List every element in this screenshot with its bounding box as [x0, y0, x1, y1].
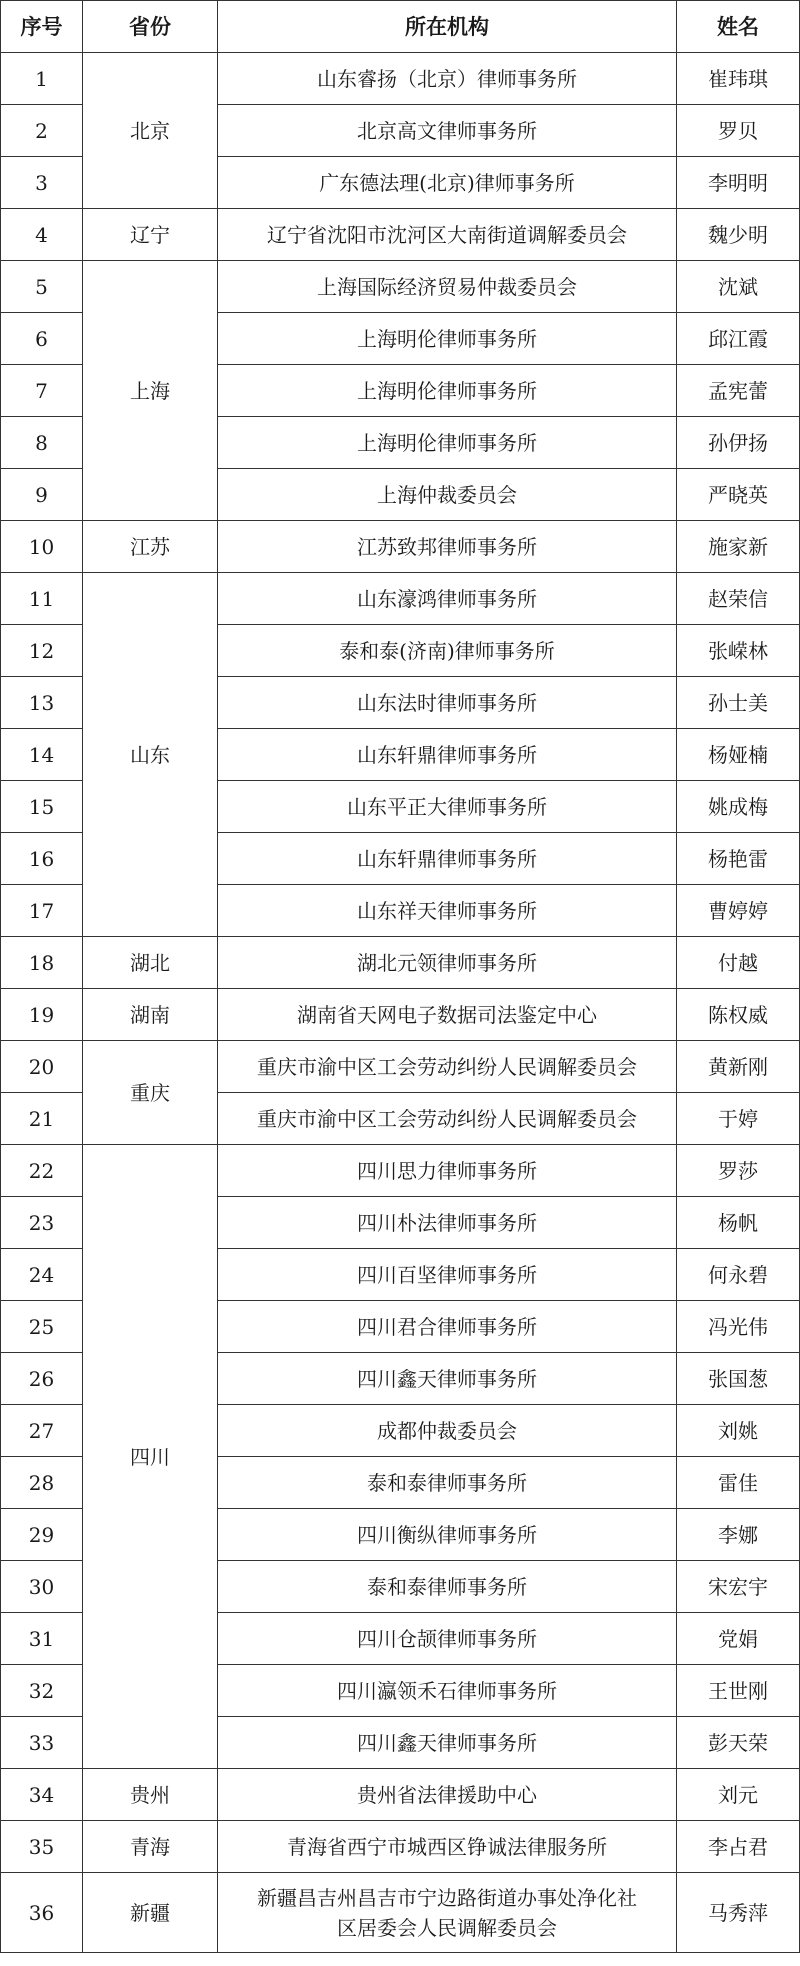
header-province: 省份 [83, 1, 218, 53]
cell-name: 雷佳 [677, 1457, 800, 1509]
cell-name: 李占君 [677, 1821, 800, 1873]
cell-index: 26 [1, 1353, 83, 1405]
cell-institution: 广东德法理(北京)律师事务所 [218, 157, 677, 209]
cell-index: 1 [1, 53, 83, 105]
table-row [1, 1821, 800, 1873]
table-row [1, 53, 800, 105]
cell-name: 孟宪蕾 [677, 365, 800, 417]
header-name: 姓名 [677, 1, 800, 53]
cell-institution: 新疆昌吉州昌吉市宁边路街道办事处净化社区居委会人民调解委员会 [218, 1873, 677, 1953]
cell-index: 22 [1, 1145, 83, 1197]
cell-institution: 上海明伦律师事务所 [218, 417, 677, 469]
cell-index: 14 [1, 729, 83, 781]
cell-province: 上海 [83, 261, 218, 521]
cell-name: 马秀萍 [677, 1873, 800, 1953]
cell-index: 36 [1, 1873, 83, 1953]
cell-index: 11 [1, 573, 83, 625]
cell-index: 12 [1, 625, 83, 677]
cell-name: 杨娅楠 [677, 729, 800, 781]
cell-name: 施家新 [677, 521, 800, 573]
cell-institution: 四川衡纵律师事务所 [218, 1509, 677, 1561]
cell-institution: 上海国际经济贸易仲裁委员会 [218, 261, 677, 313]
cell-province: 新疆 [83, 1873, 218, 1953]
table-row [1, 1145, 800, 1197]
cell-institution: 山东平正大律师事务所 [218, 781, 677, 833]
cell-province: 四川 [83, 1145, 218, 1769]
cell-name: 杨帆 [677, 1197, 800, 1249]
cell-name: 曹婷婷 [677, 885, 800, 937]
cell-name: 杨艳雷 [677, 833, 800, 885]
cell-index: 24 [1, 1249, 83, 1301]
cell-index: 23 [1, 1197, 83, 1249]
cell-name: 陈权威 [677, 989, 800, 1041]
cell-province: 湖南 [83, 989, 218, 1041]
table-row [1, 989, 800, 1041]
cell-name: 魏少明 [677, 209, 800, 261]
cell-institution: 四川仓颉律师事务所 [218, 1613, 677, 1665]
cell-institution: 泰和泰律师事务所 [218, 1561, 677, 1613]
cell-index: 25 [1, 1301, 83, 1353]
cell-name: 党娟 [677, 1613, 800, 1665]
table-row [1, 209, 800, 261]
table-row [1, 1873, 800, 1953]
cell-index: 19 [1, 989, 83, 1041]
cell-province: 辽宁 [83, 209, 218, 261]
cell-institution: 四川鑫天律师事务所 [218, 1353, 677, 1405]
cell-name: 彭天荣 [677, 1717, 800, 1769]
cell-name: 李明明 [677, 157, 800, 209]
cell-province: 贵州 [83, 1769, 218, 1821]
cell-name: 张国葱 [677, 1353, 800, 1405]
cell-name: 何永碧 [677, 1249, 800, 1301]
cell-index: 31 [1, 1613, 83, 1665]
cell-province: 青海 [83, 1821, 218, 1873]
cell-name: 李娜 [677, 1509, 800, 1561]
cell-index: 2 [1, 105, 83, 157]
cell-institution: 湖北元领律师事务所 [218, 937, 677, 989]
cell-index: 3 [1, 157, 83, 209]
cell-name: 姚成梅 [677, 781, 800, 833]
cell-index: 35 [1, 1821, 83, 1873]
cell-index: 10 [1, 521, 83, 573]
cell-index: 34 [1, 1769, 83, 1821]
cell-index: 18 [1, 937, 83, 989]
cell-index: 13 [1, 677, 83, 729]
cell-institution: 成都仲裁委员会 [218, 1405, 677, 1457]
cell-institution: 贵州省法律援助中心 [218, 1769, 677, 1821]
cell-name: 孙士美 [677, 677, 800, 729]
cell-index: 17 [1, 885, 83, 937]
cell-institution: 上海明伦律师事务所 [218, 365, 677, 417]
header-index: 序号 [1, 1, 83, 53]
table-row [1, 1041, 800, 1093]
cell-institution: 四川思力律师事务所 [218, 1145, 677, 1197]
cell-name: 刘姚 [677, 1405, 800, 1457]
cell-name: 罗贝 [677, 105, 800, 157]
cell-institution: 四川君合律师事务所 [218, 1301, 677, 1353]
cell-index: 20 [1, 1041, 83, 1093]
cell-institution: 四川朴法律师事务所 [218, 1197, 677, 1249]
table-row [1, 1769, 800, 1821]
cell-index: 27 [1, 1405, 83, 1457]
cell-name: 罗莎 [677, 1145, 800, 1197]
cell-index: 29 [1, 1509, 83, 1561]
cell-institution: 泰和泰(济南)律师事务所 [218, 625, 677, 677]
cell-institution: 山东法时律师事务所 [218, 677, 677, 729]
cell-institution: 山东祥天律师事务所 [218, 885, 677, 937]
cell-name: 王世刚 [677, 1665, 800, 1717]
cell-institution: 山东轩鼎律师事务所 [218, 833, 677, 885]
cell-name: 冯光伟 [677, 1301, 800, 1353]
cell-name: 宋宏宇 [677, 1561, 800, 1613]
cell-name: 于婷 [677, 1093, 800, 1145]
table-body [1, 53, 800, 1953]
cell-name: 张嵘林 [677, 625, 800, 677]
cell-name: 付越 [677, 937, 800, 989]
cell-institution: 辽宁省沈阳市沈河区大南街道调解委员会 [218, 209, 677, 261]
cell-province: 湖北 [83, 937, 218, 989]
cell-institution: 青海省西宁市城西区铮诚法律服务所 [218, 1821, 677, 1873]
cell-index: 7 [1, 365, 83, 417]
cell-institution: 上海仲裁委员会 [218, 469, 677, 521]
cell-name: 黄新刚 [677, 1041, 800, 1093]
cell-index: 8 [1, 417, 83, 469]
cell-index: 16 [1, 833, 83, 885]
cell-institution: 重庆市渝中区工会劳动纠纷人民调解委员会 [218, 1041, 677, 1093]
cell-institution: 江苏致邦律师事务所 [218, 521, 677, 573]
header-institution: 所在机构 [218, 1, 677, 53]
cell-name: 孙伊扬 [677, 417, 800, 469]
cell-name: 严晓英 [677, 469, 800, 521]
cell-name: 沈斌 [677, 261, 800, 313]
cell-province: 重庆 [83, 1041, 218, 1145]
cell-index: 33 [1, 1717, 83, 1769]
table-row [1, 261, 800, 313]
cell-index: 6 [1, 313, 83, 365]
cell-institution: 山东睿扬（北京）律师事务所 [218, 53, 677, 105]
cell-name: 赵荣信 [677, 573, 800, 625]
cell-institution: 四川百坚律师事务所 [218, 1249, 677, 1301]
table-row [1, 521, 800, 573]
cell-province: 山东 [83, 573, 218, 937]
cell-index: 5 [1, 261, 83, 313]
cell-index: 30 [1, 1561, 83, 1613]
cell-institution: 四川鑫天律师事务所 [218, 1717, 677, 1769]
cell-institution: 重庆市渝中区工会劳动纠纷人民调解委员会 [218, 1093, 677, 1145]
table-row [1, 573, 800, 625]
table-row [1, 937, 800, 989]
cell-province: 北京 [83, 53, 218, 209]
cell-index: 9 [1, 469, 83, 521]
cell-index: 4 [1, 209, 83, 261]
cell-index: 21 [1, 1093, 83, 1145]
cell-institution: 山东濠鸿律师事务所 [218, 573, 677, 625]
cell-name: 崔玮琪 [677, 53, 800, 105]
cell-name: 刘元 [677, 1769, 800, 1821]
table-header-row [1, 1, 800, 53]
cell-institution: 上海明伦律师事务所 [218, 313, 677, 365]
cell-index: 15 [1, 781, 83, 833]
cell-name: 邱江霞 [677, 313, 800, 365]
cell-index: 32 [1, 1665, 83, 1717]
cell-index: 28 [1, 1457, 83, 1509]
cell-institution: 泰和泰律师事务所 [218, 1457, 677, 1509]
cell-institution: 四川瀛领禾石律师事务所 [218, 1665, 677, 1717]
cell-institution: 湖南省天网电子数据司法鉴定中心 [218, 989, 677, 1041]
cell-institution: 山东轩鼎律师事务所 [218, 729, 677, 781]
cell-institution: 北京高文律师事务所 [218, 105, 677, 157]
cell-province: 江苏 [83, 521, 218, 573]
